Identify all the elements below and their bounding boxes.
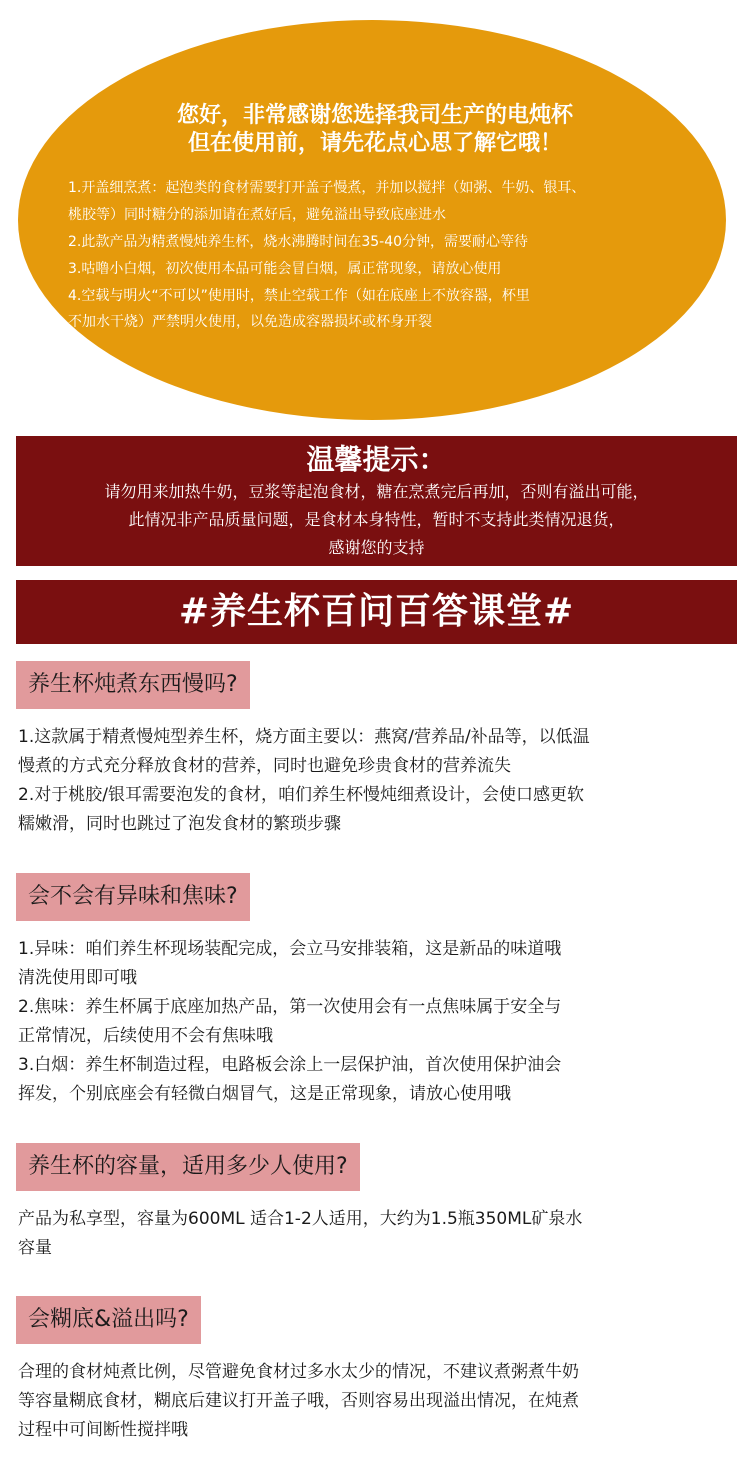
question-tag: 会糊底&溢出吗?: [16, 1296, 201, 1344]
question-tag: 会不会有异味和焦味?: [16, 873, 250, 921]
intro-line: 2.此款产品为精煮慢炖养生杯，烧水沸腾时间在35-40分钟，需要耐心等待: [68, 234, 529, 250]
answer-line: 容量: [18, 1238, 52, 1258]
answer-line: 合理的食材炖煮比例，尽管避免食材过多水太少的情况，不建议煮粥煮牛奶: [18, 1362, 579, 1382]
question-tag: 养生杯的容量，适用多少人使用?: [16, 1143, 360, 1191]
answer-line: 2.焦味：养生杯属于底座加热产品，第一次使用会有一点焦味属于安全与: [18, 997, 562, 1017]
answer-line: 产品为私享型，容量为600ML 适合1-2人适用，大约为1.5瓶350ML矿泉水: [18, 1209, 583, 1229]
tips-box: [16, 436, 737, 566]
tips-title: 温馨提示：: [306, 443, 447, 476]
tips-line: 请勿用来加热牛奶，豆浆等起泡食材，糖在烹煮完后再加，否则有溢出可能，: [104, 482, 649, 501]
qa-banner-title: #养生杯百问百答课堂#: [16, 580, 737, 644]
answer-line: 2.对于桃胶/银耳需要泡发的食材，咱们养生杯慢炖细煮设计，会使口感更软: [18, 785, 584, 805]
answer-line: 糯嫩滑，同时也跳过了泡发食材的繁琐步骤: [18, 814, 341, 834]
answer-line: 等容量糊底食材，糊底后建议打开盖子哦，否则容易出现溢出情况，在炖煮: [18, 1391, 579, 1411]
intro-line: 4.空载与明火“不可以”使用时，禁止空载工作（如在底座上不放容器，杯里: [68, 288, 530, 304]
tips-line: 感谢您的支持: [328, 538, 425, 557]
intro-line: 1.开盖细烹煮：起泡类的食材需要打开盖子慢煮，并加以搅拌（如粥、牛奶、银耳、: [68, 180, 586, 196]
answer-line: 1.异味：咱们养生杯现场装配完成，会立马安排装箱，这是新品的味道哦: [18, 939, 562, 959]
question-tag: 养生杯炖煮东西慢吗?: [16, 661, 250, 709]
intro-line: 3.咕噜小白烟，初次使用本品可能会冒白烟，属正常现象，请放心使用: [68, 261, 502, 277]
answer-line: 3.白烟：养生杯制造过程，电路板会涂上一层保护油，首次使用保护油会: [18, 1055, 562, 1075]
answer-line: 清洗使用即可哦: [18, 968, 137, 988]
answer-line: 过程中可间断性搅拌哦: [18, 1420, 188, 1440]
answer-line: 正常情况，后续使用不会有焦味哦: [18, 1026, 273, 1046]
intro-title-line1: 您好，非常感谢您选择我司生产的电炖杯: [176, 103, 573, 128]
intro-line: 桃胶等）同时糖分的添加请在煮好后，避免溢出导致底座进水: [68, 207, 446, 223]
intro-line: 不加水干烧）严禁明火使用，以免造成容器损坏或杯身开裂: [68, 314, 432, 330]
answer-line: 挥发，个别底座会有轻微白烟冒气，这是正常现象，请放心使用哦: [18, 1084, 511, 1104]
intro-title-line2: 但在使用前，请先花点心思了解它哦！: [187, 131, 562, 156]
answer-line: 1.这款属于精煮慢炖型养生杯，烧方面主要以：燕窝/营养品/补品等，以低温: [18, 727, 590, 747]
answer-line: 慢煮的方式充分释放食材的营养，同时也避免珍贵食材的营养流失: [18, 756, 511, 776]
tips-line: 此情况非产品质量问题，是食材本身特性，暂时不支持此类情况退货，: [128, 510, 625, 529]
